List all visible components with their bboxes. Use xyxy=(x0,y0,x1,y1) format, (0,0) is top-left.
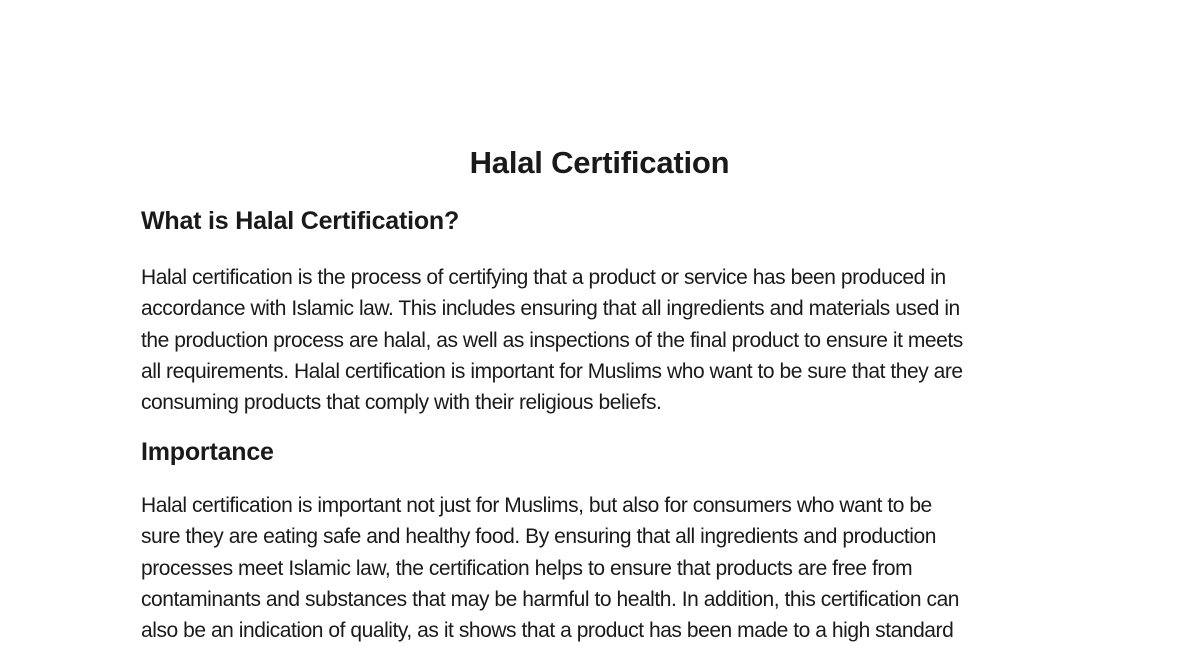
section-paragraph-what-is xyxy=(141,262,1058,418)
paragraph-line: processes meet Islamic law, the certification helps to ensure that products are free from xyxy=(141,556,913,580)
document-title: Halal Certification xyxy=(469,145,730,180)
paragraph-line: Halal certification is important not just for Muslims, but also for consumers who want to be xyxy=(141,494,932,517)
paragraph-line: contaminants and substances that may be harmful to health. In addition, this certification can xyxy=(141,587,960,611)
paragraph-line: Halal certification is the process of certifying that a product or service has been produced in xyxy=(141,266,946,289)
paragraph-line: accordance with Islamic law. This includes ensuring that all ingredients and materials used in xyxy=(141,297,960,321)
section-heading-importance: Importance xyxy=(141,438,274,466)
section-paragraph-importance xyxy=(141,490,1058,646)
section-heading-what-is-halal-certification: What is Halal Certification? xyxy=(141,207,460,235)
paragraph-line: the production process are halal, as well as inspections of the final product to ensure it meets xyxy=(141,328,963,352)
paragraph-line: consuming products that comply with their religious beliefs. xyxy=(141,391,662,415)
paragraph-line: sure they are eating safe and healthy food. By ensuring that all ingredients and production xyxy=(141,525,936,549)
paragraph-line: also be an indication of quality, as it shows that a product has been made to a high standard xyxy=(141,619,954,643)
paragraph-line: all requirements. Halal certification is important for Muslims who want to be sure that they are xyxy=(141,359,963,383)
